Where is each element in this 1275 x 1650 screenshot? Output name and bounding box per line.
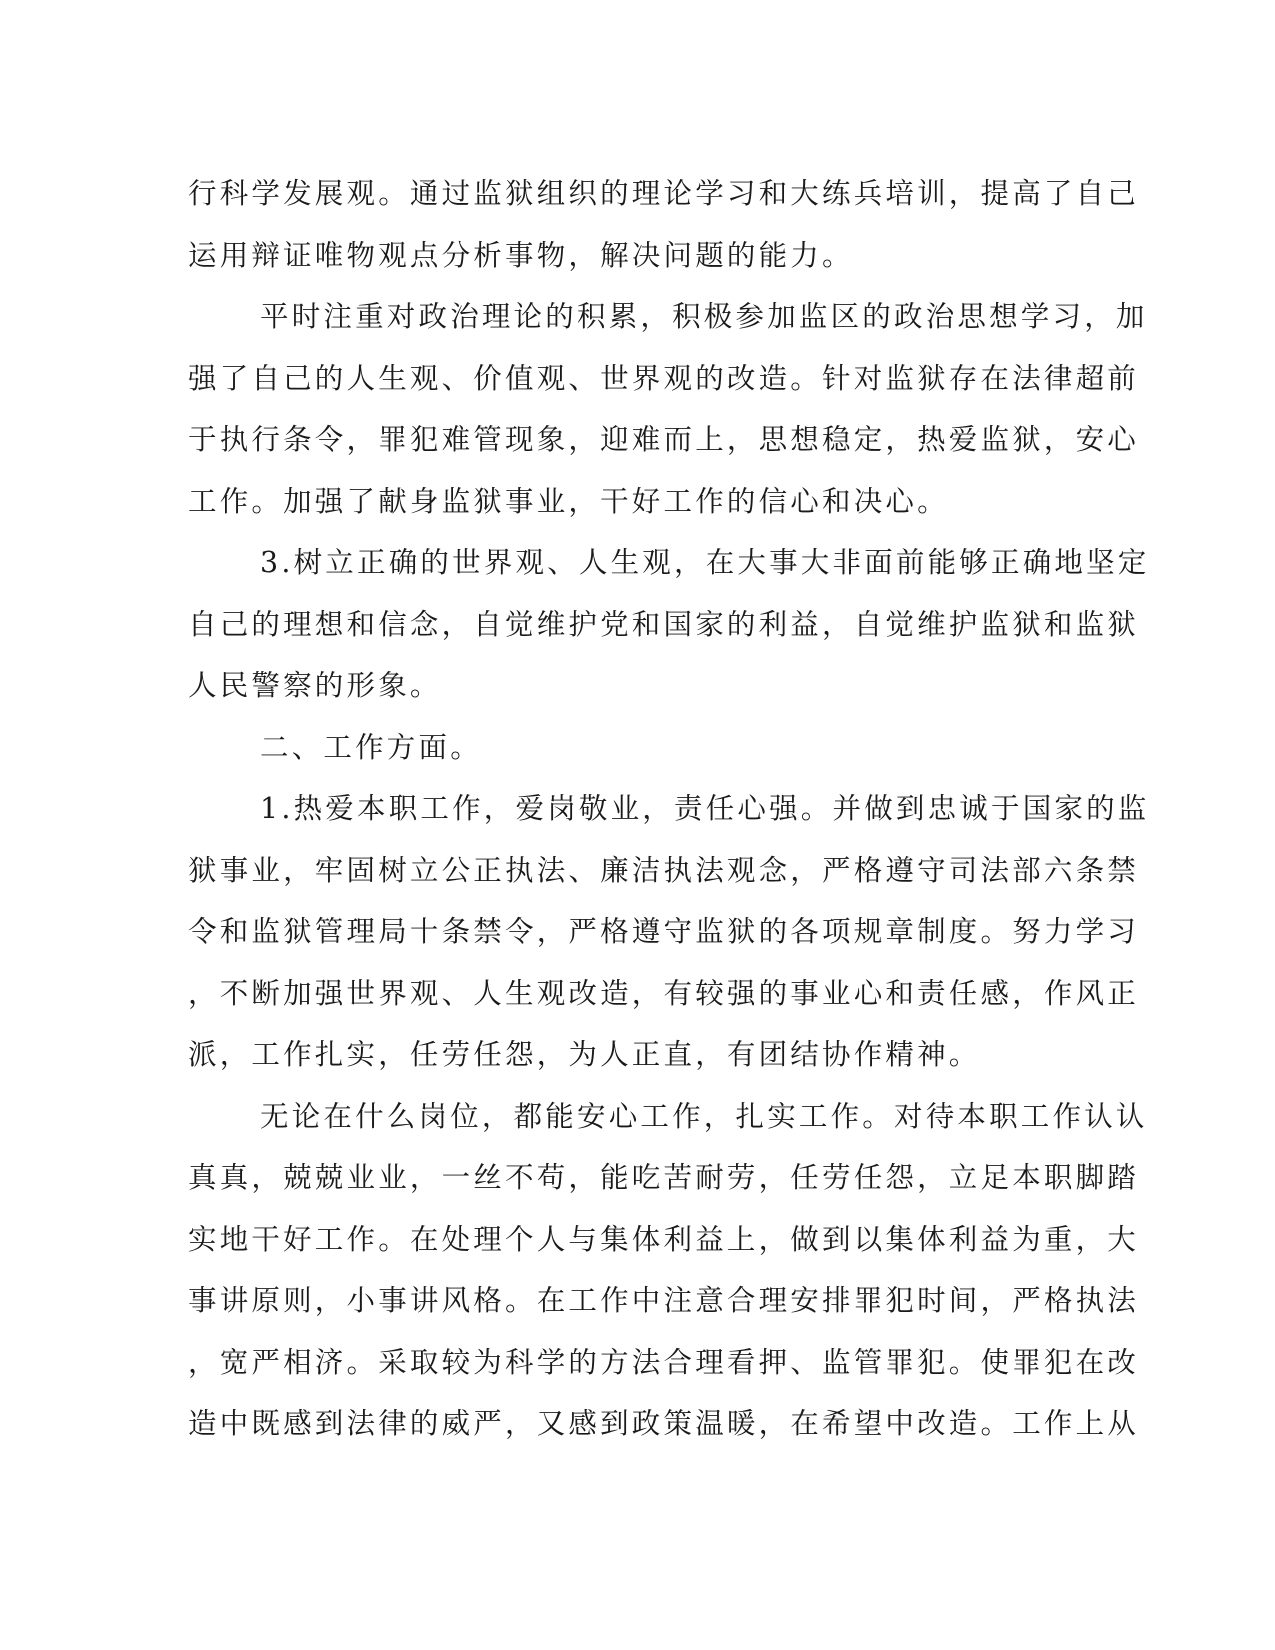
text-line: 令和监狱管理局十条禁令，严格遵守监狱的各项规章制度。努力学习 [188, 915, 1140, 948]
text-line: 自己的理想和信念，自觉维护党和国家的利益，自觉维护监狱和监狱 [188, 607, 1140, 641]
paragraph-start: 1.热爱本职工作，爱岗敬业，责任心强。并做到忠诚于国家的监 [260, 792, 1150, 825]
text-line: 运用辩证唯物观点分析事物，解决问题的能力。 [188, 238, 854, 272]
text-line: 狱事业，牢固树立公正执法、廉洁执法观念，严格遵守司法部六条禁 [188, 853, 1140, 887]
text-line: 事讲原则，小事讲风格。在工作中注意合理安排罪犯时间，严格执法 [188, 1284, 1140, 1317]
text-line: 人民警察的形象。 [188, 669, 442, 702]
text-line: 派，工作扎实，任劳任怨，为人正直，有团结协作精神。 [188, 1038, 981, 1071]
text-line: 造中既感到法律的威严，又感到政策温暖，在希望中改造。工作上从 [188, 1407, 1140, 1440]
text-line: 强了自己的人生观、价值观、世界观的改造。针对监狱存在法律超前 [188, 361, 1140, 395]
document-body [188, 163, 1150, 1455]
text-line: 行科学发展观。通过监狱组织的理论学习和大练兵培训，提高了自己 [188, 177, 1140, 210]
paragraph-start: 平时注重对政治理论的积累，积极参加监区的政治思想学习，加 [260, 300, 1148, 333]
text-line: ，不断加强世界观、人生观改造，有较强的事业心和责任感，作风正 [188, 976, 1140, 1010]
text-line: 工作。加强了献身监狱事业，干好工作的信心和决心。 [188, 484, 949, 518]
section-heading: 二、工作方面。 [260, 730, 482, 764]
text-line: ，宽严相济。采取较为科学的方法合理看押、监管罪犯。使罪犯在改 [188, 1345, 1140, 1379]
text-line: 实地干好工作。在处理个人与集体利益上，做到以集体利益为重，大 [188, 1222, 1140, 1256]
paragraph-start: 3.树立正确的世界观、人生观，在大事大非面前能够正确地坚定 [260, 546, 1150, 579]
text-line: 于执行条令，罪犯难管现象，迎难而上，思想稳定，热爱监狱，安心 [188, 423, 1140, 456]
paragraph-start: 无论在什么岗位，都能安心工作，扎实工作。对待本职工作认认 [260, 1099, 1148, 1133]
text-line: 真真，兢兢业业，一丝不苟，能吃苦耐劳，任劳任怨，立足本职脚踏 [188, 1161, 1140, 1194]
